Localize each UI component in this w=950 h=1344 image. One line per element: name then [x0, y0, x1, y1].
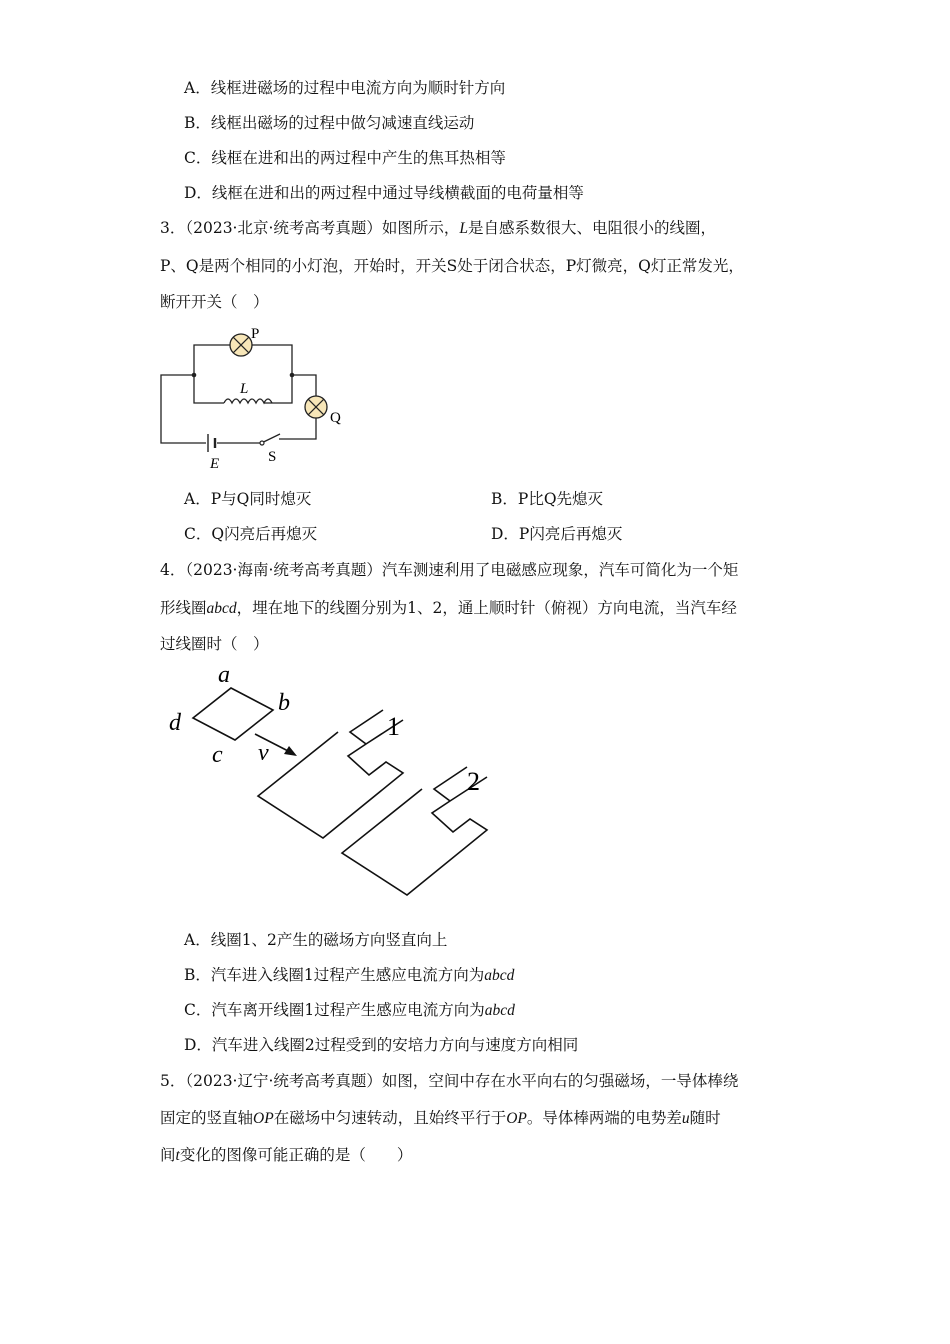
- switch-icon: [260, 434, 280, 445]
- q3-option-c: C．Q闪亮后再熄灭: [184, 525, 318, 543]
- q3-circuit-diagram: [150, 318, 360, 478]
- q4-coil-diagram: [160, 660, 500, 900]
- label-d: d: [169, 710, 181, 736]
- q5-stem-line2: 固定的竖直轴OP在磁场中匀速转动，且始终平行于OP。导体棒两端的电势差u随时: [160, 1109, 721, 1127]
- q3-stem-line3: 断开开关（ ）: [160, 293, 269, 311]
- label-a: a: [218, 662, 230, 688]
- lamp-q-icon: [305, 396, 327, 418]
- coil-1: [258, 710, 403, 838]
- q3-stem-line1: 3．（2023·北京·统考高考真题）如图所示，L是自感系数很大、电阻很小的线圈，: [160, 219, 717, 237]
- q4-stem-line1: 4．（2023·海南·统考高考真题）汽车测速利用了电磁感应现象，汽车可简化为一个矩: [160, 561, 739, 579]
- q4-stem-line2: 形线圈abcd，埋在地下的线圈分别为1、2，通上顺时针（俯视）方向电流，当汽车经: [160, 599, 737, 617]
- label-e: E: [210, 456, 220, 472]
- label-v: v: [258, 740, 269, 766]
- q3-option-d: D．P闪亮后再熄灭: [491, 525, 623, 543]
- velocity-arrowhead-icon: [284, 746, 297, 756]
- label-s: S: [268, 449, 277, 465]
- car-loop: [193, 688, 273, 740]
- lamp-p-icon: [230, 334, 252, 356]
- label-c: c: [212, 742, 223, 768]
- label-b: b: [278, 690, 290, 716]
- q4-option-c: C．汽车离开线圈1过程产生感应电流方向为abcd: [184, 1001, 515, 1019]
- q4-option-a: A．线圈1、2产生的磁场方向竖直向上: [184, 931, 448, 949]
- battery-icon: [208, 434, 215, 452]
- q4-option-d: D．汽车进入线圈2过程受到的安培力方向与速度方向相同: [184, 1036, 579, 1054]
- q4-option-b: B．汽车进入线圈1过程产生感应电流方向为abcd: [184, 966, 515, 984]
- q3-stem-line2: P、Q是两个相同的小灯泡，开始时，开关S处于闭合状态，P灯微亮，Q灯正常发光，: [160, 257, 744, 275]
- label-coil-1: 1: [387, 712, 400, 741]
- label-q: Q: [330, 410, 341, 426]
- coil-2: [342, 767, 487, 895]
- label-l: L: [240, 381, 249, 397]
- q5-stem-line3: 间t变化的图像可能正确的是（ ）: [160, 1146, 413, 1164]
- label-coil-2: 2: [467, 767, 480, 796]
- q2-option-c: C．线框在进和出的两过程中产生的焦耳热相等: [184, 149, 506, 167]
- q2-option-a: A．线框进磁场的过程中电流方向为顺时针方向: [184, 79, 506, 97]
- q3-option-a: A．P与Q同时熄灭: [184, 490, 312, 508]
- q3-option-b: B．P比Q先熄灭: [491, 490, 604, 508]
- q4-stem-line3: 过线圈时（ ）: [160, 635, 269, 653]
- q2-option-b: B．线框出磁场的过程中做匀减速直线运动: [184, 114, 475, 132]
- label-p: P: [251, 326, 260, 342]
- q5-stem-line1: 5．（2023·辽宁·统考高考真题）如图，空间中存在水平向右的匀强磁场，一导体棒绕: [160, 1072, 739, 1090]
- q2-option-d: D．线框在进和出的两过程中通过导线横截面的电荷量相等: [184, 184, 584, 202]
